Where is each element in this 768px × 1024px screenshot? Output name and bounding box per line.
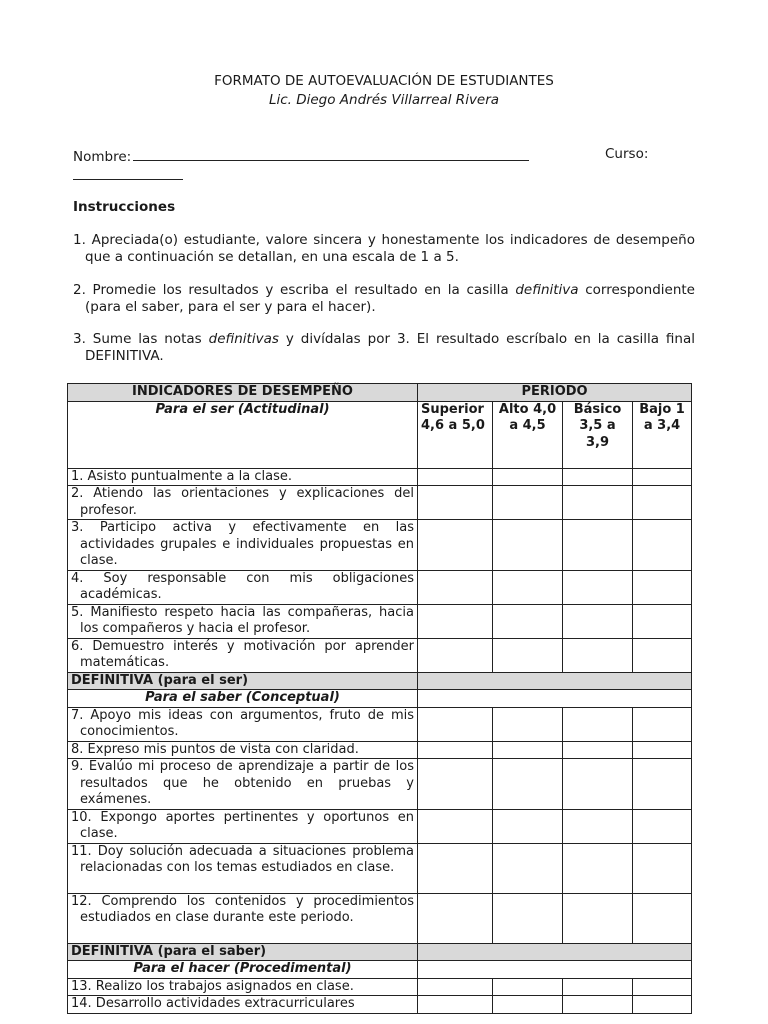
curso-input-line[interactable] [73,165,183,180]
instruction-2-text-a: 2. Promedie los resultados y escriba el resultado en la casilla [73,282,509,298]
section-ser-title: Para el ser (Actitudinal) [68,401,418,468]
rating-superior [418,401,493,468]
indicator-text: 10. Expongo aportes pertinentes y oportunos en clase. [71,809,414,841]
evaluation-table [67,383,692,1014]
indicator-row [68,707,418,741]
document-header [0,72,768,110]
nombre-input-line[interactable] [133,146,529,161]
instruction-2-text-b: correspondiente (para el saber, para el ser y para el hacer). [85,282,695,315]
indicator-text: 7. Apoyo mis ideas con argumentos, fruto de mis conocimientos. [71,707,414,739]
instruction-2-emphasis: definitiva [515,282,579,298]
cell-superior[interactable] [418,843,493,893]
indicator-row [68,809,418,843]
indicator-row [68,570,418,604]
rating-superior-label: Superior 4,6 a 5,0 [421,401,485,433]
instructions-title: Instrucciones [73,199,176,215]
cell-alto[interactable] [493,486,563,520]
cell-superior[interactable] [418,707,493,741]
cell-superior[interactable] [418,809,493,843]
cell-superior[interactable] [418,604,493,638]
indicator-row [68,520,418,571]
cell-bajo[interactable] [633,604,692,638]
cell-basico[interactable] [563,978,633,996]
section-hacer-spacer [418,961,692,979]
indicator-row [68,741,418,759]
nombre-label: Nombre: [73,149,132,165]
rating-alto: Alto 4,0 a 4,5 [493,401,563,468]
student-fields [73,146,695,165]
cell-basico[interactable] [563,759,633,810]
cell-bajo[interactable] [633,638,692,672]
cell-superior[interactable] [418,759,493,810]
cell-alto[interactable] [493,570,563,604]
document-author: Lic. Diego Andrés Villarreal Rivera [268,92,500,108]
cell-basico[interactable] [563,843,633,893]
cell-superior[interactable] [418,978,493,996]
indicator-text: 1. Asisto puntualmente a la clase. [71,468,292,484]
instruction-1-text: 1. Apreciada(o) estudiante, valore sincera y honestamente los indicadores de desempeño que a continuación se detallan, en una escala de 1 a 5. [73,232,695,265]
cell-basico[interactable] [563,996,633,1014]
indicator-text: 5. Manifiesto respeto hacia las compañeras, hacia los compañeros y hacia el profesor. [71,604,414,636]
instruction-3-text-b: y divídalas por 3. El resultado escríbalo en la casilla final DEFINITIVA. [85,331,696,364]
cell-basico[interactable] [563,486,633,520]
section-saber-spacer [418,690,692,708]
indicator-row [68,996,418,1014]
definitiva-saber-label: DEFINITIVA (para el saber) [68,943,418,961]
cell-basico[interactable] [563,741,633,759]
header-periodo: PERIODO [418,384,692,402]
indicator-row [68,486,418,520]
cell-alto[interactable] [493,707,563,741]
cell-alto[interactable] [493,843,563,893]
cell-alto[interactable] [493,741,563,759]
cell-basico[interactable] [563,809,633,843]
cell-basico[interactable] [563,604,633,638]
cell-bajo[interactable] [633,809,692,843]
indicator-text: 13. Realizo los trabajos asignados en clase. [71,978,354,994]
indicator-text: 9. Evalúo mi proceso de aprendizaje a partir de los resultados que he obtenido en pruebas y exámenes. [71,759,414,807]
cell-alto[interactable] [493,809,563,843]
cell-bajo[interactable] [633,843,692,893]
cell-alto[interactable] [493,604,563,638]
definitiva-ser-cell[interactable] [418,672,692,690]
header-indicadores: INDICADORES DE DESEMPEÑO [68,384,418,402]
cell-superior[interactable] [418,570,493,604]
cell-bajo[interactable] [633,707,692,741]
cell-superior[interactable] [418,638,493,672]
cell-bajo[interactable] [633,468,692,486]
indicator-text: 4. Soy responsable con mis obligaciones académicas. [71,570,414,602]
indicator-row [68,893,418,943]
cell-alto[interactable] [493,996,563,1014]
cell-alto[interactable] [493,520,563,571]
cell-superior[interactable] [418,520,493,571]
cell-bajo[interactable] [633,741,692,759]
indicator-row [68,843,418,893]
cell-alto[interactable] [493,978,563,996]
indicator-text: 11. Doy solución adecuada a situaciones problema relacionadas con los temas estudiados en clase. [71,843,414,875]
indicator-row [68,468,418,486]
cell-superior[interactable] [418,741,493,759]
cell-bajo[interactable] [633,759,692,810]
indicator-text: 12. Comprendo los contenidos y procedimientos estudiados en clase durante este periodo. [71,893,414,925]
cell-basico[interactable] [563,638,633,672]
cell-superior[interactable] [418,486,493,520]
cell-alto[interactable] [493,759,563,810]
indicator-row [68,638,418,672]
cell-alto[interactable] [493,468,563,486]
instruction-1 [73,232,695,265]
cell-bajo[interactable] [633,996,692,1014]
cell-bajo[interactable] [633,978,692,996]
section-saber-title: Para el saber (Conceptual) [68,690,418,708]
indicator-text: 3. Participo activa y efectivamente en las actividades grupales e individuales propuestas en clase. [71,520,414,568]
definitiva-saber-cell[interactable] [418,943,692,961]
cell-bajo[interactable] [633,893,692,943]
definitiva-ser-label: DEFINITIVA (para el ser) [68,672,418,690]
document-title: FORMATO DE AUTOEVALUACIÓN DE ESTUDIANTES [214,73,554,89]
cell-basico[interactable] [563,570,633,604]
cell-superior[interactable] [418,893,493,943]
cell-alto[interactable] [493,893,563,943]
cell-alto[interactable] [493,638,563,672]
indicator-text: 6. Demuestro interés y motivación por aprender matemáticas. [71,638,414,670]
rating-basico: Básico 3,5 a 3,9 [563,401,633,468]
indicator-text: 2. Atiendo las orientaciones y explicaciones del profesor. [71,486,414,518]
cell-basico[interactable] [563,520,633,571]
indicator-text: 14. Desarrollo actividades extracurriculares [71,996,355,1011]
cell-superior[interactable] [418,996,493,1014]
cell-bajo[interactable] [633,486,692,520]
cell-basico[interactable] [563,707,633,741]
indicator-text: 8. Expreso mis puntos de vista con claridad. [71,741,359,757]
cell-superior[interactable] [418,468,493,486]
indicator-row [68,978,418,996]
cell-bajo[interactable] [633,570,692,604]
cell-basico[interactable] [563,893,633,943]
rating-bajo: Bajo 1 a 3,4 [633,401,692,468]
curso-label: Curso: [605,146,649,162]
cell-basico[interactable] [563,468,633,486]
instruction-2 [73,282,695,315]
instruction-3-emphasis: definitivas [208,331,279,347]
indicator-row [68,604,418,638]
instruction-3 [73,331,695,364]
cell-bajo[interactable] [633,520,692,571]
section-hacer-title: Para el hacer (Procedimental) [68,961,418,979]
indicator-row [68,759,418,810]
instruction-3-text-a: 3. Sume las notas [73,331,202,347]
